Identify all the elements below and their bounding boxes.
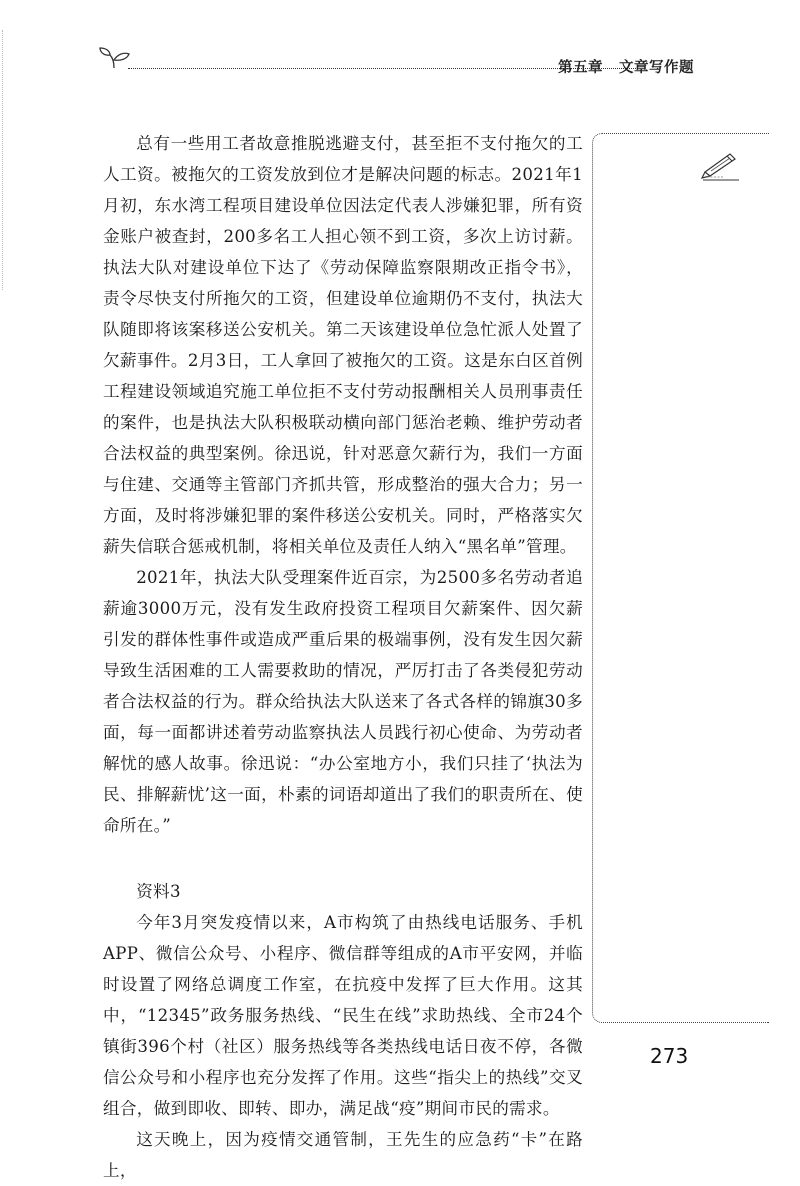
section-title: 文章写作题 (619, 60, 694, 76)
paragraph-annual-results: 2021年，执法大队受理案件近百宗，为2500多名劳动者追薪逾3000万元，没有发生政府投资工程项目欠薪案件、因欠薪引发的群体性事件或造成严重后果的极端事例，没有发生因欠薪导致生活困难的工人需要救助的情况，严厉打击了各类侵犯劳动者合法权益的行为。群众给执法大队送来了各式各样的锦旗30多面，每一面都讲述着劳动监察执法人员践行初心使命、为劳动者解忧的感人故事。徐迅说：“办公室地方小，我们只挂了‘执法为民、排解薪忧’这一面，朴素的词语却道出了我们的职责所在、使命所在。” (103, 568, 583, 835)
paragraph-hotline-network: 今年3月突发疫情以来，A市构筑了由热线电话服务、手机APP、微信公众号、小程序、微信群等组成的A市平安网，并临时设置了网络总调度工作室，在抗疫中发挥了巨大作用。这其中，“12345”政务服务热线、“民生在线”求助热线、全市24个镇街396个村（社区）服务热线等各类热线电话日夜不停，各微信公众号和小程序也充分发挥了作用。这些“指尖上的热线”交叉组合，做到即收、即转、即办，满足战“疫”期间市民的需求。 (103, 913, 583, 1118)
sprout-icon (98, 46, 132, 70)
paragraph-wage-arrears-case: 总有一些用工者故意推脱逃避支付，甚至拒不支付拖欠的工人工资。被拖欠的工资发放到位才是解决问题的标志。2021年1月初，东水湾工程项目建设单位因法定代表人涉嫌犯罪，所有资金账户被查封，200多名工人担心领不到工资，多次上访讨薪。执法大队对建设单位下达了《劳动保障监察限期改正指令书》，责令尽快支付所拖欠的工资，但建设单位逾期仍不支付，执法大队随即将该案移送公安机关。第二天该建设单位急忙派人处置了欠薪事件。2月3日，工人拿回了被拖欠的工资。这是东白区首例工程建设领域追究施工单位拒不支付劳动报酬相关人员刑事责任的案件，也是执法大队积极联动横向部门惩治老赖、维护劳动者合法权益的典型案例。徐迅说，针对恶意欠薪行为，我们一方面与住建、交通等主管部门齐抓共管，形成整治的强大合力；另一方面，及时将涉嫌犯罪的案件移送公安机关。同时，严格落实欠薪失信联合惩戒机制，将相关单位及责任人纳入“黑名单”管理。 (103, 134, 583, 556)
binding-edge (2, 30, 13, 290)
body-text (103, 128, 583, 1186)
page-number: 273 (650, 1044, 689, 1068)
chapter-number: 第五章 (558, 60, 603, 76)
paragraph-continuation: 这天晚上，因为疫情交通管制，王先生的应急药“卡”在路上， (103, 1130, 583, 1180)
material-label: 资料3 (136, 882, 181, 901)
notes-margin-box (592, 133, 769, 1023)
pen-icon (697, 148, 743, 182)
page-header (98, 42, 700, 82)
chapter-heading (558, 56, 694, 77)
